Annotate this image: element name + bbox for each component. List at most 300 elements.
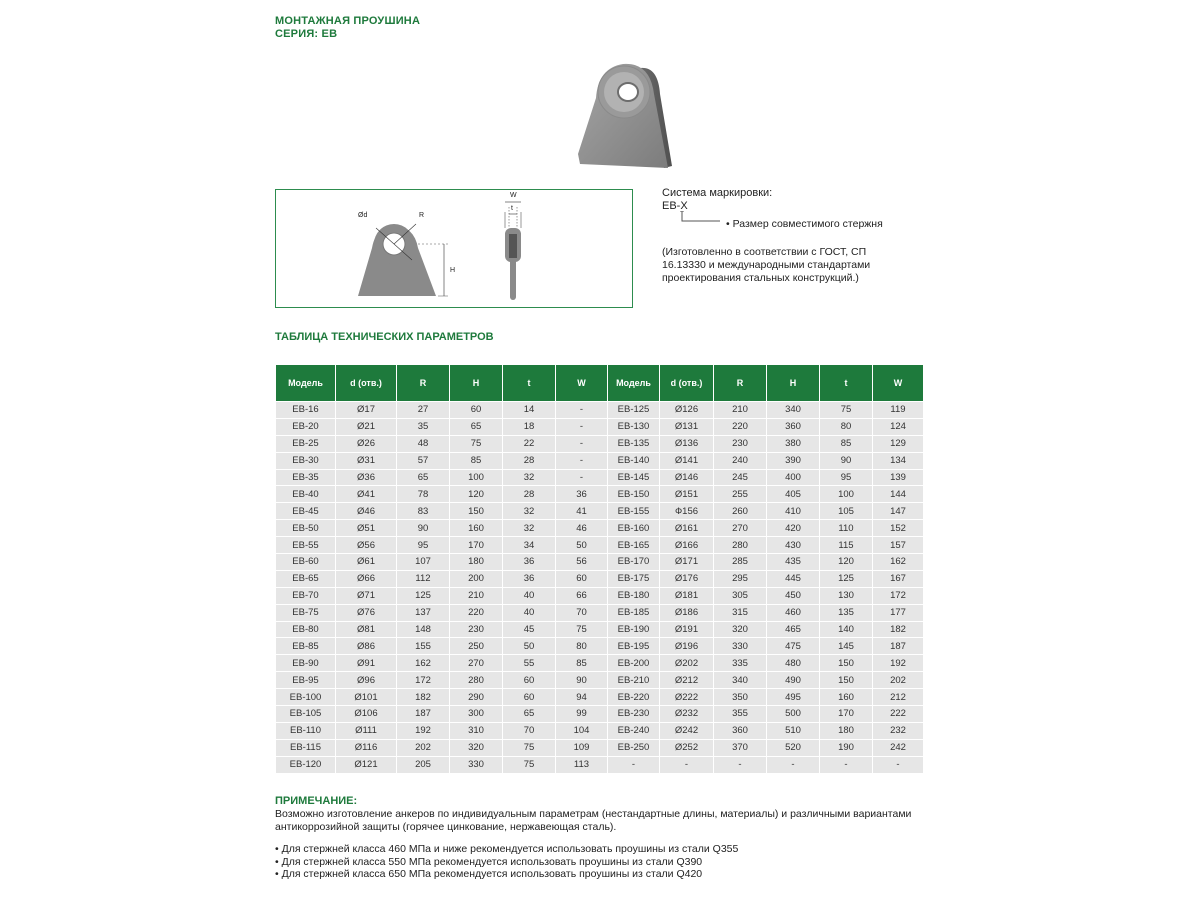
table-cell: 340 — [767, 402, 820, 419]
table-cell: ЕВ-95 — [276, 672, 336, 689]
table-cell: Ø26 — [336, 435, 397, 452]
table-cell: Ø51 — [336, 520, 397, 537]
table-cell: 162 — [397, 655, 450, 672]
table-cell: Ø81 — [336, 621, 397, 638]
table-cell: Ø181 — [660, 587, 714, 604]
table-cell: 370 — [714, 739, 767, 756]
table-cell: 27 — [397, 402, 450, 419]
table-cell: Ø176 — [660, 570, 714, 587]
table-cell: 300 — [450, 706, 503, 723]
table-cell: Ø242 — [660, 722, 714, 739]
table-cell: 435 — [767, 554, 820, 571]
marking-title: Система маркировки: — [662, 187, 773, 199]
table-cell: 150 — [820, 655, 873, 672]
table-cell: 135 — [820, 604, 873, 621]
table-cell: 99 — [556, 706, 608, 723]
table-cell: 465 — [767, 621, 820, 638]
column-header: t — [503, 365, 556, 402]
table-cell: Ø252 — [660, 739, 714, 756]
table-cell: 65 — [503, 706, 556, 723]
table-cell: 75 — [450, 435, 503, 452]
table-cell: ЕВ-175 — [608, 570, 660, 587]
table-cell: 78 — [397, 486, 450, 503]
table-cell: Ø61 — [336, 554, 397, 571]
table-cell: 520 — [767, 739, 820, 756]
table-cell: 212 — [873, 689, 924, 706]
table-cell: ЕВ-180 — [608, 587, 660, 604]
table-cell: 172 — [397, 672, 450, 689]
table-cell: 70 — [503, 722, 556, 739]
table-cell: 480 — [767, 655, 820, 672]
table-cell: 32 — [503, 503, 556, 520]
table-cell: 140 — [820, 621, 873, 638]
table-cell: ЕВ-100 — [276, 689, 336, 706]
table-cell: 145 — [820, 638, 873, 655]
table-cell: 510 — [767, 722, 820, 739]
table-cell: 18 — [503, 418, 556, 435]
table-cell: 495 — [767, 689, 820, 706]
table-cell: - — [820, 756, 873, 773]
table-cell: ЕВ-45 — [276, 503, 336, 520]
table-cell: 170 — [450, 537, 503, 554]
table-row — [276, 537, 924, 554]
parameters-table — [275, 364, 924, 774]
table-cell: 210 — [450, 587, 503, 604]
table-cell: 202 — [873, 672, 924, 689]
table-cell: 162 — [873, 554, 924, 571]
table-cell: 110 — [820, 520, 873, 537]
table-title: ТАБЛИЦА ТЕХНИЧЕСКИХ ПАРАМЕТРОВ — [275, 331, 494, 343]
table-cell: 430 — [767, 537, 820, 554]
table-cell: 125 — [397, 587, 450, 604]
table-cell: 157 — [873, 537, 924, 554]
table-cell: Ø86 — [336, 638, 397, 655]
table-header-row — [276, 365, 924, 402]
note-text: Возможно изготовление анкеров по индивидуальным параметрам (нестандартные длины, материалы) и различными вариантами антикоррозийной защиты (горячее цинкование, нержавеющая сталь). — [275, 808, 912, 833]
table-cell: 40 — [503, 604, 556, 621]
table-row — [276, 587, 924, 604]
table-cell: Ø202 — [660, 655, 714, 672]
table-cell: 150 — [820, 672, 873, 689]
table-cell: 70 — [556, 604, 608, 621]
note-bullet: • Для стержней класса 550 МПа рекомендуется использовать проушины из стали Q390 — [275, 855, 703, 868]
table-cell: 180 — [450, 554, 503, 571]
note-bullet: • Для стержней класса 460 МПа и ниже рекомендуется использовать проушины из стали Q355 — [275, 843, 739, 855]
table-cell: ЕВ-16 — [276, 402, 336, 419]
table-row — [276, 435, 924, 452]
table-cell: 55 — [503, 655, 556, 672]
table-cell: 40 — [503, 587, 556, 604]
table-cell: - — [556, 469, 608, 486]
table-cell: ЕВ-130 — [608, 418, 660, 435]
product-image — [568, 54, 680, 174]
table-cell: ЕВ-115 — [276, 739, 336, 756]
table-cell: - — [556, 418, 608, 435]
table-cell: 46 — [556, 520, 608, 537]
table-cell: ЕВ-85 — [276, 638, 336, 655]
label-diameter: Ød — [358, 212, 368, 219]
table-row — [276, 672, 924, 689]
column-header: Модель — [608, 365, 660, 402]
table-cell: ЕВ-75 — [276, 604, 336, 621]
table-cell: 144 — [873, 486, 924, 503]
table-cell: 340 — [714, 672, 767, 689]
table-cell: 28 — [503, 486, 556, 503]
table-cell: 85 — [556, 655, 608, 672]
table-cell: 50 — [556, 537, 608, 554]
page-title — [275, 15, 420, 41]
table-cell: 210 — [714, 402, 767, 419]
table-cell: 120 — [450, 486, 503, 503]
table-cell: 170 — [820, 706, 873, 723]
table-cell: ЕВ-105 — [276, 706, 336, 723]
table-row — [276, 722, 924, 739]
table-cell: 167 — [873, 570, 924, 587]
table-cell: Ø121 — [336, 756, 397, 773]
table-cell: ЕВ-140 — [608, 452, 660, 469]
diagram-drawing — [276, 190, 634, 309]
title-line-2: СЕРИЯ: ЕВ — [275, 28, 338, 40]
table-cell: 107 — [397, 554, 450, 571]
table-cell: 50 — [503, 638, 556, 655]
table-cell: ЕВ-210 — [608, 672, 660, 689]
table-cell: 290 — [450, 689, 503, 706]
table-cell: 104 — [556, 722, 608, 739]
table-body — [276, 402, 924, 774]
table-cell: Ø212 — [660, 672, 714, 689]
table-cell: ЕВ-30 — [276, 452, 336, 469]
table-cell: Ø126 — [660, 402, 714, 419]
table-cell: ЕВ-80 — [276, 621, 336, 638]
table-row — [276, 655, 924, 672]
column-header: H — [450, 365, 503, 402]
table-cell: 310 — [450, 722, 503, 739]
table-cell: 32 — [503, 520, 556, 537]
table-cell: 36 — [556, 486, 608, 503]
table-cell: 232 — [873, 722, 924, 739]
table-cell: Ø131 — [660, 418, 714, 435]
table-cell: 14 — [503, 402, 556, 419]
table-cell: ЕВ-70 — [276, 587, 336, 604]
table-cell: - — [608, 756, 660, 773]
table-cell: 28 — [503, 452, 556, 469]
table-cell: 410 — [767, 503, 820, 520]
table-cell: 75 — [503, 739, 556, 756]
table-cell: 242 — [873, 739, 924, 756]
table-cell: ЕВ-160 — [608, 520, 660, 537]
table-row — [276, 638, 924, 655]
table-cell: Ø66 — [336, 570, 397, 587]
table-cell: 445 — [767, 570, 820, 587]
table-row — [276, 469, 924, 486]
table-cell: 56 — [556, 554, 608, 571]
table-cell: Ø146 — [660, 469, 714, 486]
column-header: R — [714, 365, 767, 402]
table-cell: 330 — [450, 756, 503, 773]
table-cell: 255 — [714, 486, 767, 503]
table-cell: 230 — [450, 621, 503, 638]
table-cell: 460 — [767, 604, 820, 621]
table-cell: 202 — [397, 739, 450, 756]
table-cell: ЕВ-240 — [608, 722, 660, 739]
table-cell: Ø91 — [336, 655, 397, 672]
table-cell: - — [556, 435, 608, 452]
table-cell: ЕВ-165 — [608, 537, 660, 554]
column-header: d (отв.) — [660, 365, 714, 402]
table-cell: 147 — [873, 503, 924, 520]
table-cell: 390 — [767, 452, 820, 469]
table-cell: 60 — [450, 402, 503, 419]
table-cell: 220 — [714, 418, 767, 435]
table-cell: - — [767, 756, 820, 773]
table-cell: ЕВ-50 — [276, 520, 336, 537]
table-cell: 115 — [820, 537, 873, 554]
table-cell: Ø71 — [336, 587, 397, 604]
table-cell: ЕВ-190 — [608, 621, 660, 638]
table-cell: 94 — [556, 689, 608, 706]
table-cell: 280 — [714, 537, 767, 554]
table-cell: 32 — [503, 469, 556, 486]
table-row — [276, 520, 924, 537]
table-cell: ЕВ-20 — [276, 418, 336, 435]
table-cell: 35 — [397, 418, 450, 435]
table-cell: 222 — [873, 706, 924, 723]
table-row — [276, 756, 924, 773]
table-cell: Ø101 — [336, 689, 397, 706]
table-row — [276, 452, 924, 469]
table-cell: 240 — [714, 452, 767, 469]
table-cell: 295 — [714, 570, 767, 587]
table-cell: Ø166 — [660, 537, 714, 554]
table-cell: 137 — [397, 604, 450, 621]
table-cell: 80 — [556, 638, 608, 655]
table-cell: 182 — [397, 689, 450, 706]
table-cell: 270 — [714, 520, 767, 537]
marking-system — [662, 187, 883, 230]
table-cell: 205 — [397, 756, 450, 773]
marking-connector — [680, 211, 720, 225]
column-header: W — [556, 365, 608, 402]
table-cell: - — [556, 402, 608, 419]
table-row — [276, 706, 924, 723]
table-cell: 380 — [767, 435, 820, 452]
table-cell: 305 — [714, 587, 767, 604]
table-cell: ЕВ-65 — [276, 570, 336, 587]
table-cell: 125 — [820, 570, 873, 587]
label-height: H — [450, 267, 456, 274]
column-header: t — [820, 365, 873, 402]
table-cell: 48 — [397, 435, 450, 452]
note-title: ПРИМЕЧАНИЕ: — [275, 795, 358, 807]
table-cell: 335 — [714, 655, 767, 672]
note-bullets — [275, 843, 925, 881]
table-cell: Ø141 — [660, 452, 714, 469]
table-cell: - — [873, 756, 924, 773]
table-cell: 230 — [714, 435, 767, 452]
table-cell: 152 — [873, 520, 924, 537]
table-cell: Ø222 — [660, 689, 714, 706]
table-cell: 22 — [503, 435, 556, 452]
table-row — [276, 554, 924, 571]
table-cell: ЕВ-155 — [608, 503, 660, 520]
label-width: W — [510, 192, 517, 199]
table-cell: ЕВ-110 — [276, 722, 336, 739]
table-cell: 36 — [503, 570, 556, 587]
table-cell: 57 — [397, 452, 450, 469]
table-cell: 500 — [767, 706, 820, 723]
table-cell: 360 — [714, 722, 767, 739]
table-cell: Ø76 — [336, 604, 397, 621]
table-cell: Ø161 — [660, 520, 714, 537]
table-cell: 95 — [397, 537, 450, 554]
table-cell: 90 — [820, 452, 873, 469]
standard-note: (Изготовленно в соответствии с ГОСТ, СП 16.13330 и международными стандартами проектирования стальных конструкций.) — [662, 246, 871, 284]
table-cell: ЕВ-185 — [608, 604, 660, 621]
table-cell: 139 — [873, 469, 924, 486]
table-cell: 360 — [767, 418, 820, 435]
table-cell: 120 — [820, 554, 873, 571]
table-cell: 109 — [556, 739, 608, 756]
table-cell: Ø56 — [336, 537, 397, 554]
table-cell: 190 — [820, 739, 873, 756]
table-cell: 66 — [556, 587, 608, 604]
table-cell: 405 — [767, 486, 820, 503]
table-cell: Ø171 — [660, 554, 714, 571]
table-cell: - — [556, 452, 608, 469]
table-cell: 90 — [397, 520, 450, 537]
table-cell: 105 — [820, 503, 873, 520]
column-header: R — [397, 365, 450, 402]
table-cell: 100 — [450, 469, 503, 486]
table-cell: 250 — [450, 638, 503, 655]
table-cell: 124 — [873, 418, 924, 435]
table-cell: Ø196 — [660, 638, 714, 655]
table-row — [276, 418, 924, 435]
table-cell: 330 — [714, 638, 767, 655]
title-line-1: МОНТАЖНАЯ ПРОУШИНА — [275, 15, 421, 27]
table-cell: ЕВ-120 — [276, 756, 336, 773]
table-cell: 490 — [767, 672, 820, 689]
note-bullet: • Для стержней класса 650 МПа рекомендуется использовать проушины из стали Q420 — [275, 868, 703, 880]
table-cell: ЕВ-55 — [276, 537, 336, 554]
table-cell: - — [714, 756, 767, 773]
table-cell: ЕВ-125 — [608, 402, 660, 419]
table-cell: 285 — [714, 554, 767, 571]
table-cell: ЕВ-150 — [608, 486, 660, 503]
label-thickness: t — [511, 205, 513, 212]
table-cell: 280 — [450, 672, 503, 689]
table-cell: 192 — [397, 722, 450, 739]
table-cell: 187 — [873, 638, 924, 655]
column-header: W — [873, 365, 924, 402]
table-cell: 129 — [873, 435, 924, 452]
table-cell: 45 — [503, 621, 556, 638]
table-cell: 134 — [873, 452, 924, 469]
table-cell: Ø46 — [336, 503, 397, 520]
table-cell: 420 — [767, 520, 820, 537]
table-cell: 75 — [820, 402, 873, 419]
label-radius: R — [419, 212, 425, 219]
table-cell: 60 — [556, 570, 608, 587]
table-cell: 148 — [397, 621, 450, 638]
table-row — [276, 503, 924, 520]
table-cell: Ø41 — [336, 486, 397, 503]
table-cell: 112 — [397, 570, 450, 587]
table-cell: 65 — [397, 469, 450, 486]
table-cell: 83 — [397, 503, 450, 520]
table-cell: 95 — [820, 469, 873, 486]
table-cell: ЕВ-90 — [276, 655, 336, 672]
table-cell: Ø36 — [336, 469, 397, 486]
table-cell: 65 — [450, 418, 503, 435]
table-cell: 180 — [820, 722, 873, 739]
table-cell: ЕВ-195 — [608, 638, 660, 655]
table-cell: 75 — [503, 756, 556, 773]
table-cell: 320 — [714, 621, 767, 638]
column-header: H — [767, 365, 820, 402]
table-cell: 130 — [820, 587, 873, 604]
table-cell: 182 — [873, 621, 924, 638]
table-cell: Ø191 — [660, 621, 714, 638]
table-cell: ЕВ-250 — [608, 739, 660, 756]
table-row — [276, 604, 924, 621]
table-cell: 475 — [767, 638, 820, 655]
table-cell: 75 — [556, 621, 608, 638]
table-cell: 85 — [820, 435, 873, 452]
table-cell: 41 — [556, 503, 608, 520]
table-cell: 85 — [450, 452, 503, 469]
marking-code: ЕВ-Х — [662, 200, 688, 212]
technical-diagram — [275, 189, 633, 308]
table-cell: ЕВ-230 — [608, 706, 660, 723]
table-cell: 220 — [450, 604, 503, 621]
table-cell: ЕВ-40 — [276, 486, 336, 503]
table-cell: 260 — [714, 503, 767, 520]
table-row — [276, 689, 924, 706]
table-cell: 113 — [556, 756, 608, 773]
table-cell: ЕВ-200 — [608, 655, 660, 672]
table-cell: 80 — [820, 418, 873, 435]
table-cell: 155 — [397, 638, 450, 655]
table-row — [276, 621, 924, 638]
table-cell: 315 — [714, 604, 767, 621]
table-cell: 150 — [450, 503, 503, 520]
table-cell: ЕВ-170 — [608, 554, 660, 571]
table-cell: 160 — [820, 689, 873, 706]
table-cell: 450 — [767, 587, 820, 604]
table-cell: 60 — [503, 689, 556, 706]
column-header: Модель — [276, 365, 336, 402]
table-cell: 355 — [714, 706, 767, 723]
table-row — [276, 570, 924, 587]
table-cell: 245 — [714, 469, 767, 486]
table-cell: Ø31 — [336, 452, 397, 469]
table-cell: ЕВ-60 — [276, 554, 336, 571]
table-cell: ЕВ-145 — [608, 469, 660, 486]
table-cell: Ø232 — [660, 706, 714, 723]
table-cell: Ø17 — [336, 402, 397, 419]
table-row — [276, 739, 924, 756]
table-cell: 400 — [767, 469, 820, 486]
table-cell: 177 — [873, 604, 924, 621]
table-cell: Ф156 — [660, 503, 714, 520]
table-cell: 160 — [450, 520, 503, 537]
table-cell: Ø21 — [336, 418, 397, 435]
table-cell: Ø151 — [660, 486, 714, 503]
table-cell: 36 — [503, 554, 556, 571]
table-cell: Ø116 — [336, 739, 397, 756]
table-cell: 100 — [820, 486, 873, 503]
